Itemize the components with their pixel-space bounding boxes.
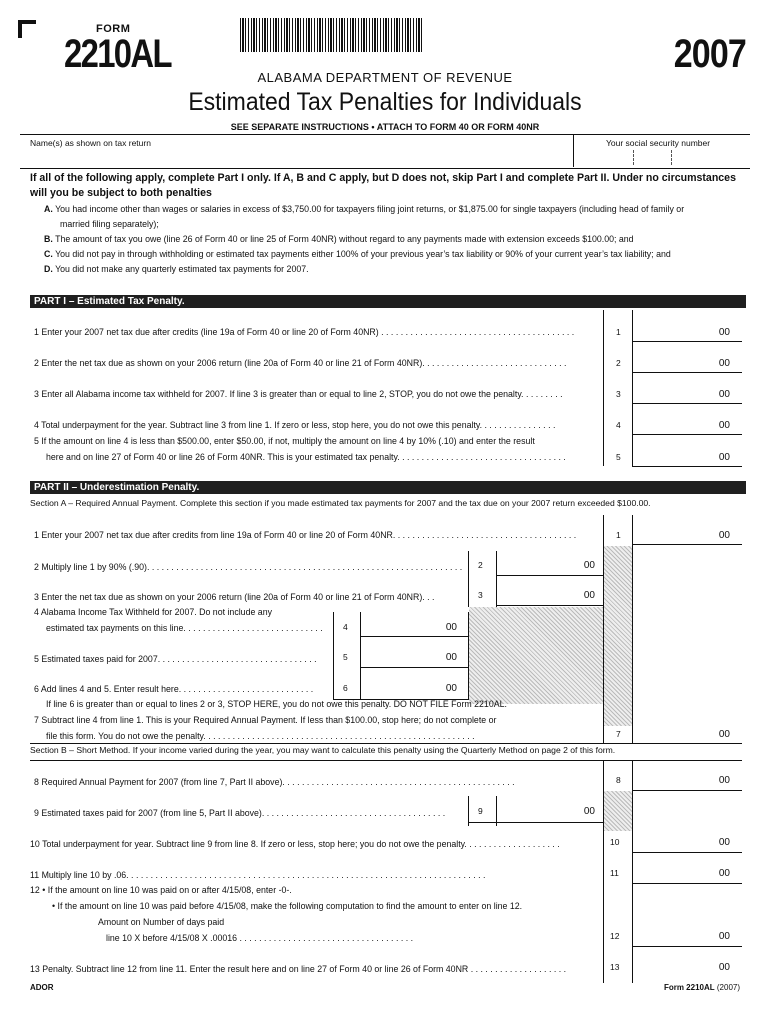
p2-line13-amount[interactable]: 00 (718, 962, 730, 973)
p2-line5-no: 5 (343, 652, 348, 662)
p2-line6-no: 6 (343, 683, 348, 693)
ssn-separator (633, 150, 634, 165)
p2-line2: 2 Multiply line 1 by 90% (.90). . . . . . . . . . . . . . . . . . . . . . . . . . . . . . . . . . . . . . . . . . . . . . . . . . . . . . . . . . . . . . . . . (34, 562, 463, 572)
p2-line8-no: 8 (616, 775, 621, 785)
p2-line12-labels: Amount on Number of days paid (98, 917, 225, 927)
p2-line1-no: 1 (616, 530, 621, 540)
condition-d: D. You did not make any quarterly estimated tax payments for 2007. (44, 264, 309, 274)
p2-line10: 10 Total underpayment for year. Subtract line 9 from line 8. If zero or less, stop here; you do not owe the penalty. . . . . . . . . . . . . . . . . . . . (30, 839, 560, 849)
footer-form-id: Form 2210AL (2007) (663, 983, 740, 992)
p2-line13-no: 13 (610, 962, 620, 972)
p2-line2-amount[interactable]: 00 (583, 560, 595, 571)
p2-line9-amount[interactable]: 00 (583, 806, 595, 817)
p2-line3-no: 3 (478, 590, 483, 600)
p2-line7-amount[interactable]: 00 (718, 729, 730, 740)
footer-agency: ADOR (30, 983, 54, 992)
p1-line1-no: 1 (616, 327, 621, 337)
p2-line4-amount[interactable]: 00 (445, 622, 457, 633)
p1-line1-amount[interactable]: 00 (718, 327, 730, 338)
p2-line10-amount[interactable]: 00 (718, 837, 730, 848)
part2-header: PART II – Underestimation Penalty. (30, 481, 746, 494)
p2-line12-amount[interactable]: 00 (718, 931, 730, 942)
p2-line6-amount[interactable]: 00 (445, 683, 457, 694)
p2-line4-no: 4 (343, 622, 348, 632)
ssn-input[interactable] (580, 150, 750, 167)
p2-line12-no: 12 (610, 931, 620, 941)
p1-line4: 4 Total underpayment for the year. Subtract line 3 from line 1. If zero or less, stop here, you do not owe this penalty. . . . . . . . . . . . . . . . (34, 420, 556, 430)
p2-line12-a: 12 • If the amount on line 10 was paid on or after 4/15/08, enter -0-. (30, 885, 292, 895)
p2-line1: 1 Enter your 2007 net tax due after credits from line 19a of Form 40 or line 20 of Form 40NR. . . . . . . . . . . . . . . . . . . . . . . . . . . . . . . . . . . . . . (34, 530, 577, 540)
p2-line7: 7 Subtract line 4 from line 1. This is your Required Annual Payment. If less than $100.00, stop here; do not complete or (34, 715, 497, 725)
part1-column-divider (603, 310, 604, 466)
barcode (240, 18, 422, 52)
shaded-area (604, 546, 632, 726)
condition-a: A. You had income other than wages or salaries in excess of $3,750.00 for taxpayers filing joint returns, or $1,875.00 for single taxpayers (including head of family or (44, 204, 685, 214)
p2-stop-note: If line 6 is greater than or equal to lines 2 or 3, STOP HERE, you do not owe this penalty. DO NOT FILE Form 2210AL. (46, 699, 507, 709)
section-a-heading: Section A – Required Annual Payment. Complete this section if you made estimated tax payments for 2007 and the tax due on your 2007 return exceeded $100.00. (30, 498, 651, 508)
ssn-field-label: Your social security number (606, 138, 711, 148)
divider (573, 134, 574, 167)
name-input[interactable] (22, 150, 570, 167)
p2-line6: 6 Add lines 4 and 5. Enter result here. . . . . . . . . . . . . . . . . . . . . . . . . . . . (34, 684, 314, 694)
p1-line2: 2 Enter the net tax due as shown on your 2006 return (line 20a of Form 40 or line 21 of Form 40NR). . . . . . . . . . . . . . . . . . . . . . . . . . . . . . (34, 358, 567, 368)
p2-line1-amount[interactable]: 00 (718, 530, 730, 541)
shaded-area (469, 607, 603, 704)
p1-line5-no: 5 (616, 452, 621, 462)
p1-line3-amount[interactable]: 00 (718, 389, 730, 400)
condition-a-cont: married filing separately); (60, 219, 159, 229)
p2-line10-no: 10 (610, 837, 620, 847)
p1-line4-amount[interactable]: 00 (718, 420, 730, 431)
p2-line12-b: • If the amount on line 10 was paid before 4/15/08, make the following computation to find the amount to enter on line 12. (52, 901, 523, 911)
instructions-line: SEE SEPARATE INSTRUCTIONS • ATTACH TO FORM 40 OR FORM 40NR (230, 122, 540, 132)
p2-line13: 13 Penalty. Subtract line 12 from line 11. Enter the result here and on line 27 of Form 40 or line 26 of Form 40NR . . . . . . . . . . . . . . . . . . . . (30, 964, 567, 974)
p2-line9: 9 Estimated taxes paid for 2007 (from line 5, Part II above). . . . . . . . . . . . . . . . . . . . . . . . . . . . . . . . . . . . . . (34, 808, 446, 818)
tax-year: 2007 (673, 32, 746, 76)
condition-b: B. The amount of tax you owe (line 26 of Form 40 or line 25 of Form 40NR) without regard to any payments made with extension exceeds $100.00; and (44, 234, 634, 244)
name-field-label: Name(s) as shown on tax return (30, 138, 151, 148)
p1-line2-amount[interactable]: 00 (718, 358, 730, 369)
p1-line4-no: 4 (616, 420, 621, 430)
shaded-area (604, 791, 632, 831)
conditions-list (44, 202, 744, 277)
p1-line5-cont: here and on line 27 of Form 40 or line 26 of Form 40NR. This is your estimated tax penalty. . . . . . . . . . . . . . . . . . . . . . . . . . . . . . . . . . . (46, 452, 566, 462)
intro-statement: If all of the following apply, complete Part I only. If A, B and C apply, but D does not, skip Part I and complete Part II. Under no circumstances will you be subject to both penalties (30, 172, 736, 199)
p1-line2-no: 2 (616, 358, 621, 368)
part1-column-divider (632, 310, 633, 466)
p1-line3-no: 3 (616, 389, 621, 399)
form-number: 2210AL (64, 32, 171, 76)
p2-line7-cont: file this form. You do not owe the penalty. . . . . . . . . . . . . . . . . . . . . . . . . . . . . . . . . . . . . . . . . . . . . . . . . . . . . . . . (46, 731, 475, 741)
p1-line3: 3 Enter all Alabama income tax withheld for 2007. If line 3 is greater than or equal to line 2, STOP, you do not owe the penalty. . . . . . . . . (34, 389, 563, 399)
corner-mark (18, 20, 36, 38)
p2-line5-amount[interactable]: 00 (445, 652, 457, 663)
p2-line11: 11 Multiply line 10 by .06. . . . . . . . . . . . . . . . . . . . . . . . . . . . . . . . . . . . . . . . . . . . . . . . . . . . . . . . . . . . . . . . . . . . . . . . . . (30, 870, 486, 880)
p2-line9-no: 9 (478, 806, 483, 816)
p1-line5: 5 If the amount on line 4 is less than $500.00, enter $50.00, if not, multiply the amount on line 4 by 10% (.10) and enter the result (34, 436, 535, 446)
p1-line1: 1 Enter your 2007 net tax due after credits (line 19a of Form 40 or line 20 of Form 40NR) . . . . . . . . . . . . . . . . . . . . . . . . . . . . . . . . . . . . . . . . (34, 327, 575, 337)
part1-header: PART I – Estimated Tax Penalty. (30, 295, 746, 308)
section-b-heading: Section B – Short Method. If your income varied during the year, you may want to calculate this penalty using the Quarterly Method on page 2 of this form. (30, 745, 616, 755)
department-name: ALABAMA DEPARTMENT OF REVENUE (257, 70, 513, 85)
p2-line2-no: 2 (478, 560, 483, 570)
form-label: FORM (96, 23, 131, 35)
p2-line4-cont: estimated tax payments on this line. . . . . . . . . . . . . . . . . . . . . . . . . . . . . (46, 623, 323, 633)
p2-line11-amount[interactable]: 00 (718, 868, 730, 879)
p2-line12-computation: line 10 X before 4/15/08 X .00016 . . . . . . . . . . . . . . . . . . . . . . . . . . . . . . . . . . . . (106, 933, 414, 943)
p2-line11-no: 11 (610, 868, 619, 878)
condition-c: C. You did not pay in through withholding or estimated tax payments either 100% of your previous year’s tax liability or 90% of your current year’s tax liability; and (44, 249, 671, 259)
p2-line8: 8 Required Annual Payment for 2007 (from line 7, Part II above). . . . . . . . . . . . . . . . . . . . . . . . . . . . . . . . . . . . . . . . . . . . . . . . (34, 777, 515, 787)
p2-line3-amount[interactable]: 00 (583, 590, 595, 601)
p2-line4: 4 Alabama Income Tax Withheld for 2007. Do not include any (34, 607, 272, 617)
p2-line8-amount[interactable]: 00 (718, 775, 730, 786)
p2-line5: 5 Estimated taxes paid for 2007. . . . . . . . . . . . . . . . . . . . . . . . . . . . . . . . . (34, 654, 317, 664)
ssn-separator (671, 150, 672, 165)
p2-line3: 3 Enter the net tax due as shown on your 2006 return (line 20a of Form 40 or line 21 of Form 40NR). . . (34, 592, 435, 602)
p2-line7-no: 7 (616, 729, 621, 739)
p1-line5-amount[interactable]: 00 (718, 452, 730, 463)
page-title: Estimated Tax Penalties for Individuals (188, 88, 582, 116)
